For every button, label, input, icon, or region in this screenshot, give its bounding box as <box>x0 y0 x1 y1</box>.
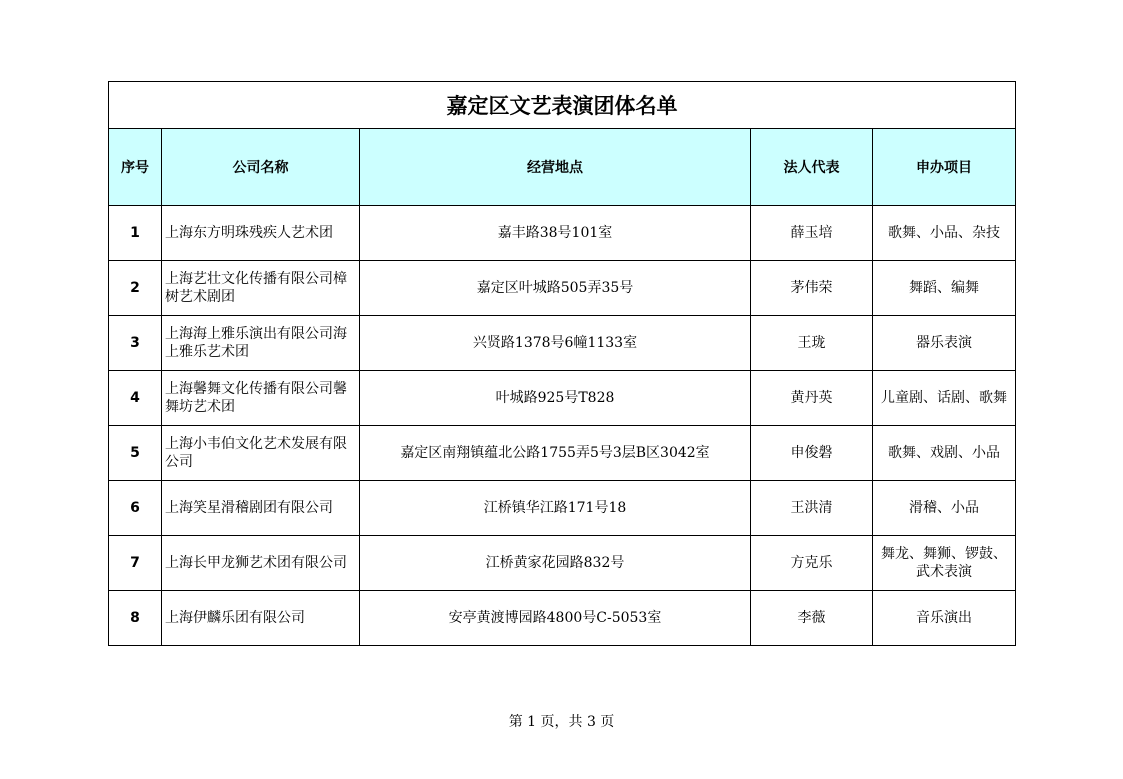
company-name: 上海艺壮文化传播有限公司樟树艺术剧团 <box>162 261 360 316</box>
application-items: 器乐表演 <box>873 316 1016 371</box>
table-row <box>109 316 1016 371</box>
legal-representative: 王珑 <box>751 316 873 371</box>
application-items: 歌舞、小品、杂技 <box>873 206 1016 261</box>
business-address: 兴贤路1378号6幢1133室 <box>360 316 751 371</box>
business-address: 嘉定区叶城路505弄35号 <box>360 261 751 316</box>
table-row <box>109 206 1016 261</box>
business-address: 江桥镇华江路171号18 <box>360 481 751 536</box>
table-title: 嘉定区文艺表演团体名单 <box>109 82 1016 129</box>
application-items: 歌舞、戏剧、小品 <box>873 426 1016 481</box>
row-number: 3 <box>109 316 162 371</box>
table-row <box>109 481 1016 536</box>
business-address: 嘉丰路38号101室 <box>360 206 751 261</box>
table-row <box>109 591 1016 646</box>
business-address: 安亭黄渡博园路4800号C-5053室 <box>360 591 751 646</box>
legal-representative: 方克乐 <box>751 536 873 591</box>
company-name: 上海海上雅乐演出有限公司海上雅乐艺术团 <box>162 316 360 371</box>
legal-representative: 李薇 <box>751 591 873 646</box>
application-items: 舞龙、舞狮、锣鼓、武术表演 <box>873 536 1016 591</box>
header-company-name: 公司名称 <box>162 129 360 206</box>
header-legal-rep: 法人代表 <box>751 129 873 206</box>
row-number: 2 <box>109 261 162 316</box>
table-row <box>109 536 1016 591</box>
row-number: 1 <box>109 206 162 261</box>
business-address: 叶城路925号T828 <box>360 371 751 426</box>
business-address: 江桥黄家花园路832号 <box>360 536 751 591</box>
table-row <box>109 426 1016 481</box>
company-name: 上海馨舞文化传播有限公司馨舞坊艺术团 <box>162 371 360 426</box>
legal-representative: 申俊磐 <box>751 426 873 481</box>
table-row <box>109 371 1016 426</box>
application-items: 儿童剧、话剧、歌舞 <box>873 371 1016 426</box>
company-name: 上海笑星滑稽剧团有限公司 <box>162 481 360 536</box>
title-row <box>109 82 1016 129</box>
row-number: 6 <box>109 481 162 536</box>
row-number: 5 <box>109 426 162 481</box>
performing-groups-table <box>108 81 1016 646</box>
company-name: 上海东方明珠残疾人艺术团 <box>162 206 360 261</box>
page-number: 第 1 页，共 3 页 <box>508 714 615 730</box>
row-number: 4 <box>109 371 162 426</box>
header-row <box>109 129 1016 206</box>
legal-representative: 王洪清 <box>751 481 873 536</box>
company-name: 上海伊麟乐团有限公司 <box>162 591 360 646</box>
row-number: 8 <box>109 591 162 646</box>
header-address: 经营地点 <box>360 129 751 206</box>
table-row <box>109 261 1016 316</box>
application-items: 音乐演出 <box>873 591 1016 646</box>
application-items: 滑稽、小品 <box>873 481 1016 536</box>
header-items: 申办项目 <box>873 129 1016 206</box>
business-address: 嘉定区南翔镇蕴北公路1755弄5号3层B区3042室 <box>360 426 751 481</box>
legal-representative: 薛玉培 <box>751 206 873 261</box>
company-name: 上海长甲龙狮艺术团有限公司 <box>162 536 360 591</box>
application-items: 舞蹈、编舞 <box>873 261 1016 316</box>
legal-representative: 茅伟荣 <box>751 261 873 316</box>
header-no: 序号 <box>109 129 162 206</box>
table-body <box>109 206 1016 646</box>
row-number: 7 <box>109 536 162 591</box>
legal-representative: 黄丹英 <box>751 371 873 426</box>
company-name: 上海小韦伯文化艺术发展有限公司 <box>162 426 360 481</box>
